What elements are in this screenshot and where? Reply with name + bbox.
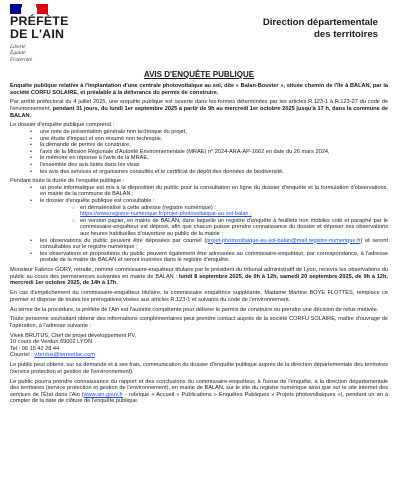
pendant-item-dossier bbox=[10, 198, 388, 238]
dossier-intro: Le dossier d'enquête publique comprend : bbox=[10, 122, 115, 129]
motto-egalite: Égalité bbox=[10, 50, 26, 57]
contact-phone: Tel : 06 15 42 28 44 bbox=[10, 345, 60, 352]
notice-title: AVIS D'ENQUÊTE PUBLIQUE bbox=[143, 70, 255, 79]
enquete-dates: pendant 31 jours, du lundi 1er septembre 2025 à partir de 9h au mercredi 1er octobre 2025 jusqu'à 17 h, dans la commune de BALAN bbox=[10, 105, 388, 119]
dossier-list bbox=[10, 129, 388, 175]
pendant-item-poste: • un poste informatique est mis à la disposition du public pour la consultation en ligne du dossier d'enquête et la formulation d'observations, en mairie de la commune de BALAN ; bbox=[10, 185, 388, 198]
contact-address: 10 cours de Verdun 69002 LYON bbox=[10, 339, 92, 346]
observation-email-link[interactable]: projet-photovoltaique-au-sol-balan@mail.registre-numerique.fr bbox=[206, 237, 361, 244]
direction-name bbox=[178, 17, 378, 41]
registre-numerique-link[interactable]: https://www.registre-numerique.fr/projet-photovoltaique-au-sol-balan ; bbox=[80, 211, 252, 218]
motto-liberte: Liberté bbox=[10, 44, 26, 50]
contact-block bbox=[10, 333, 388, 359]
permanences-dates: lundi 8 septembre 2025, de 9h à 12h, samedi 20 septembre 2025, de 9h à 12h, mercredi 1er octobre 2025, de 14h à 17h bbox=[10, 273, 388, 287]
arrete-text: Par arrêté préfectoral du 4 juillet 2025, une enquête publique est ouverte dans les formes déterminées par les articles R.123-1 à R.123-27 du code de l'environnement, bbox=[10, 99, 388, 112]
marianne-flag-icon bbox=[10, 4, 48, 14]
pendant-list bbox=[10, 185, 388, 264]
dossier-item: • une étude d'impact et son résumé non technique, bbox=[10, 136, 388, 143]
pendant-item-correspondance: • les observations et propositions du public peuvent également être adressées au commissaire-enquêteur, par correspondance, à l'adresse postale de la mairie de BALAN et seront insérées dans le registre d'enquête. bbox=[10, 251, 388, 264]
sub-item-papier: ○ en version papier, en mairie de BALAN, dans laquelle un registre d'enquête à feuillets non mobiles coté et paraphé par le commissaire-enquêteur est déposé, afin que chacun puisse prendre connaissance du dossier et déposer ses observations aux heures habituelles d'ouverture au public de la mairie ; bbox=[40, 218, 388, 238]
commissaire-paragraph: Monsieur Fabrice GORY, retraité, nommé commissaire-enquêteur titulaire par le président du tribunal administratif de Lyon, recevra les observations du public au cours des permanences suivantes en mairie de BALAN : lundi 8 septembre 2025, de 9h à 12h, samedi 20 septembre 2025, de 9h à 12h, mercredi 1er octobre 2025, de 14h à 17h. bbox=[10, 267, 388, 287]
direction-line-1: Direction départementale bbox=[262, 17, 378, 28]
terme-paragraph: Au terme de la procédure, la préfète de l'Ain est l'autorité compétente pour délivrer le permis de construire ou prendre une décision de refus motivée. bbox=[10, 306, 379, 313]
contact-name: Vivek BRUTUS, Chef de projet développement PV, bbox=[10, 332, 137, 339]
logo-line-1: PRÉFÈTE bbox=[10, 14, 69, 28]
dossier-item: • une note de présentation générale non technique du projet, bbox=[10, 129, 388, 136]
dossier-item: • les avis des services et organismes consultés et le certificat de dépôt des données de biodiversité. bbox=[10, 169, 388, 176]
empechement-paragraph: En cas d'empêchement du commissaire-enquêteur titulaire, la commissaire enquêtrice suppléante, Madame Martine BOYE FLOTTES, remplace ce premier et dispose de toutes les prérogatives visées aux articles R.123-1 et suivants du code de l'environnement. bbox=[10, 290, 388, 303]
direction-line-2: des territoires bbox=[314, 29, 378, 40]
arrete-paragraph: Par arrêté préfectoral du 4 juillet 2025, une enquête publique est ouverte dans les formes déterminées par les articles R.123-1 à R.123-27 du code de l'environnement, pendant 31 jours, du lundi 1er septembre 2025 à partir de 9h au mercredi 1er octobre 2025 jusqu'à 17 h, dans la commune de BALAN. bbox=[10, 99, 388, 119]
pendant-intro: Pendant toute la durée de l'enquête publique : bbox=[10, 178, 125, 185]
contact-email: Courriel : v.brutus@terreetlac.com bbox=[10, 352, 95, 359]
information-paragraph: Toute personne souhaitant obtenir des informations complémentaires peut prendre contact auprès de la société CORFU SOLAIRE, maître d'ouvrage de l'opération, à l'adresse suivante : bbox=[10, 316, 388, 329]
notice-body bbox=[10, 70, 388, 408]
republic-motto bbox=[10, 44, 32, 63]
header bbox=[6, 4, 394, 66]
motto-fraternite: Fraternité bbox=[10, 56, 33, 63]
dossier-item: • l'ensemble des avis listés dans les visas bbox=[10, 162, 388, 169]
prefecture-logo bbox=[6, 4, 98, 66]
sub-item-numerique: ○ en dématérialisé à cette adresse (registre numérique) : https://www.registre-numerique.fr/projet-photovoltaique-au-sol-balan ; bbox=[40, 205, 388, 218]
logo-line-2: DE L'AIN bbox=[10, 27, 65, 41]
dossier-item: • l'avis de la Mission Régionale d'Autorité Environnementale (MRAE) n° 2024-ARA-AP-1662 en date du 26 mars 2024, bbox=[10, 149, 388, 156]
rapport-paragraph: Le public pourra prendre connaissance du rapport et des conclusions du commissaire-enquêteur, à l'issue de l'enquête, à la direction départementale des territoires (service protection et gestion de l'environnement), en mairie de BALAN, sur le site du registre numérique ainsi que sur le site internet des services de l'État dans l'Ain (www.ain.gouv.fr - rubrique « Accueil » Publications » Enquêtes Publiques » Projets photovoltaïques »), pendant un an à compter de la date de clôture de l'enquête publique. bbox=[10, 378, 388, 405]
prefecture-name bbox=[10, 15, 69, 41]
notice-intro: Enquête publique relative à l'implantation d'une centrale photovoltaïque au sol, dite « Balan-Bouvier », située chemin de l'île à BALAN, par la société CORFU SOLAIRE, et préalable à la délivrance du permis de construire. bbox=[10, 83, 388, 96]
copie-paragraph: Le public peut obtenir, sur sa demande et à ses frais, communication du dossier d'enquête publique auprès de la direction départementale des territoires (service protection et gestion de l'environnement). bbox=[10, 362, 388, 375]
contact-email-link[interactable]: v.brutus@terreetlac.com bbox=[34, 352, 95, 359]
dossier-item: • la demande de permis de construire, bbox=[10, 142, 388, 149]
ain-gouv-link[interactable]: www.ain.gouv.fr bbox=[83, 391, 123, 398]
dossier-item: • le mémoire en réponse à l'avis de la MRAE, bbox=[10, 155, 388, 162]
consultation-sublist bbox=[40, 205, 388, 238]
pendant-item-courriel: • les observations du public peuvent être déposées par courriel (projet-photovoltaique-au-sol-balan@mail.registre-numerique.fr) et seront consultables sur le registre numérique ; bbox=[10, 238, 388, 251]
dossier-consultable: le dossier d'enquête publique est consultable : bbox=[40, 198, 155, 205]
